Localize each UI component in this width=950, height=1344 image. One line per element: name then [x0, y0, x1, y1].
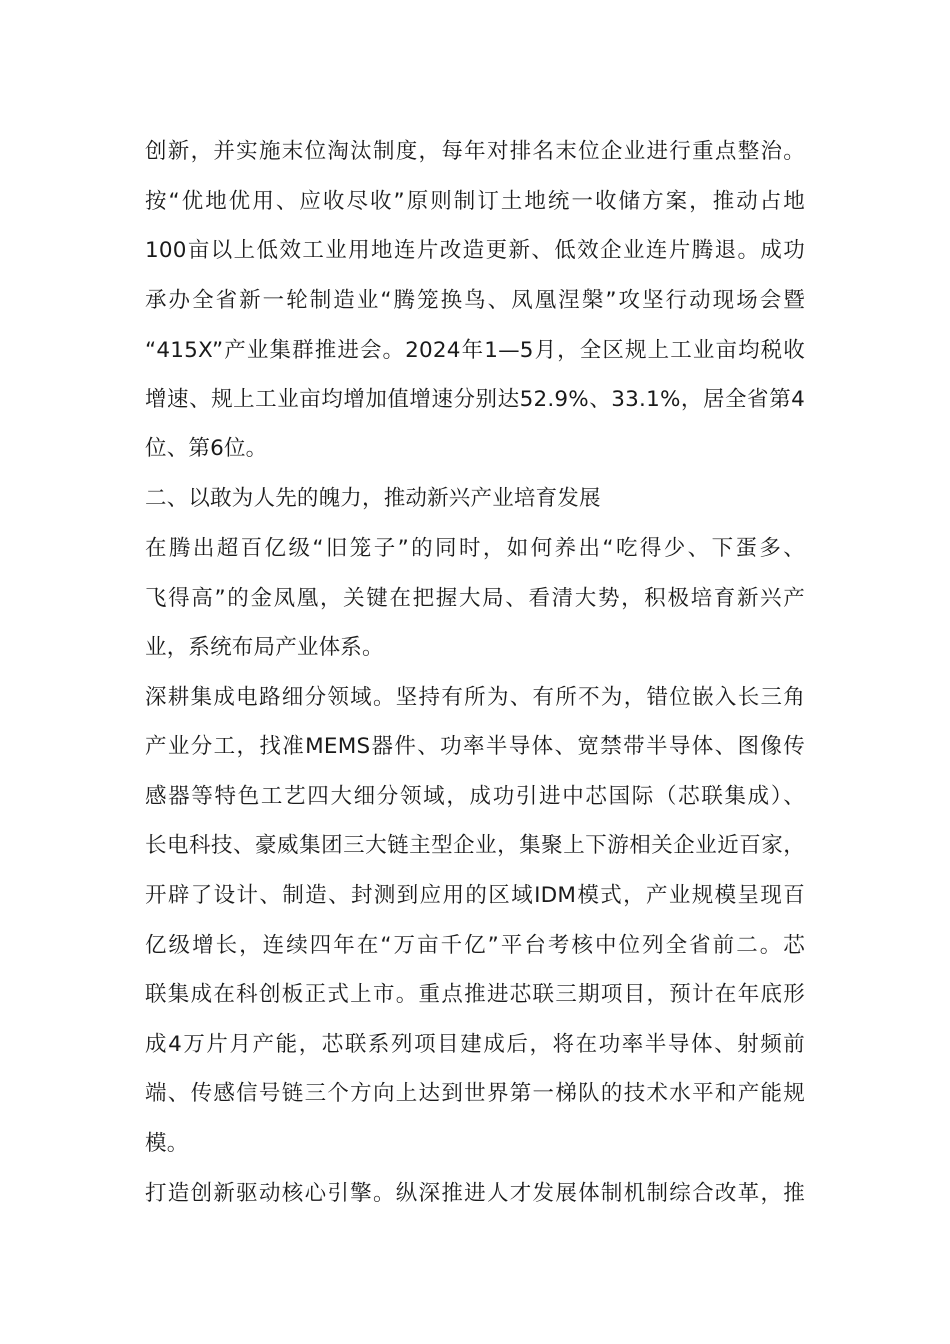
text-line: 开辟了设计、制造、封测到应用的区域IDM模式，产业规模呈现百 — [145, 883, 805, 908]
text-line: 创新，并实施末位淘汰制度，每年对排名末位企业进行重点整治。 — [145, 139, 805, 164]
text-line: 亿级增长，连续四年在“万亩千亿”平台考核中位列全省前二。芯 — [145, 933, 805, 958]
text-line: 按“优地优用、应收尽收”原则制订土地统一收储方案，推动占地 — [145, 189, 805, 214]
text-line: 100亩以上低效工业用地连片改造更新、低效企业连片腾退。成功 — [145, 238, 805, 263]
text-line: 在腾出超百亿级“旧笼子”的同时，如何养出“吃得少、下蛋多、 — [145, 536, 805, 561]
text-line: 感器等特色工艺四大细分领域，成功引进中芯国际（芯联集成）、 — [145, 784, 805, 809]
text-line: “415X”产业集群推进会。2024年1—5月，全区规上工业亩均税收 — [145, 338, 805, 363]
text-line: 模。 — [145, 1131, 189, 1156]
text-line: 产业分工，找准MEMS器件、功率半导体、宽禁带半导体、图像传 — [145, 734, 805, 759]
section-heading: 二、以敢为人先的魄力，推动新兴产业培育发展 — [145, 486, 601, 511]
text-line: 联集成在科创板正式上市。重点推进芯联三期项目，预计在年底形 — [145, 982, 805, 1007]
text-line: 增速、规上工业亩均增加值增速分别达52.9%、33.1%，居全省第4 — [145, 387, 805, 412]
text-line: 业，系统布局产业体系。 — [145, 635, 384, 660]
text-line: 承办全省新一轮制造业“腾笼换鸟、凤凰涅槃”攻坚行动现场会暨 — [145, 288, 805, 313]
text-line: 成4万片月产能，芯联系列项目建成后，将在功率半导体、射频前 — [145, 1032, 805, 1057]
text-line: 长电科技、豪威集团三大链主型企业，集聚上下游相关企业近百家， — [145, 833, 805, 858]
text-line: 深耕集成电路细分领域。坚持有所为、有所不为，错位嵌入长三角 — [145, 685, 805, 710]
text-line: 飞得高”的金凤凰，关键在把握大局、看清大势，积极培育新兴产 — [145, 586, 805, 611]
text-line: 打造创新驱动核心引擎。纵深推进人才发展体制机制综合改革，推 — [145, 1181, 805, 1206]
text-line: 位、第6位。 — [145, 436, 268, 461]
text-line: 端、传感信号链三个方向上达到世界第一梯队的技术水平和产能规 — [145, 1081, 805, 1106]
